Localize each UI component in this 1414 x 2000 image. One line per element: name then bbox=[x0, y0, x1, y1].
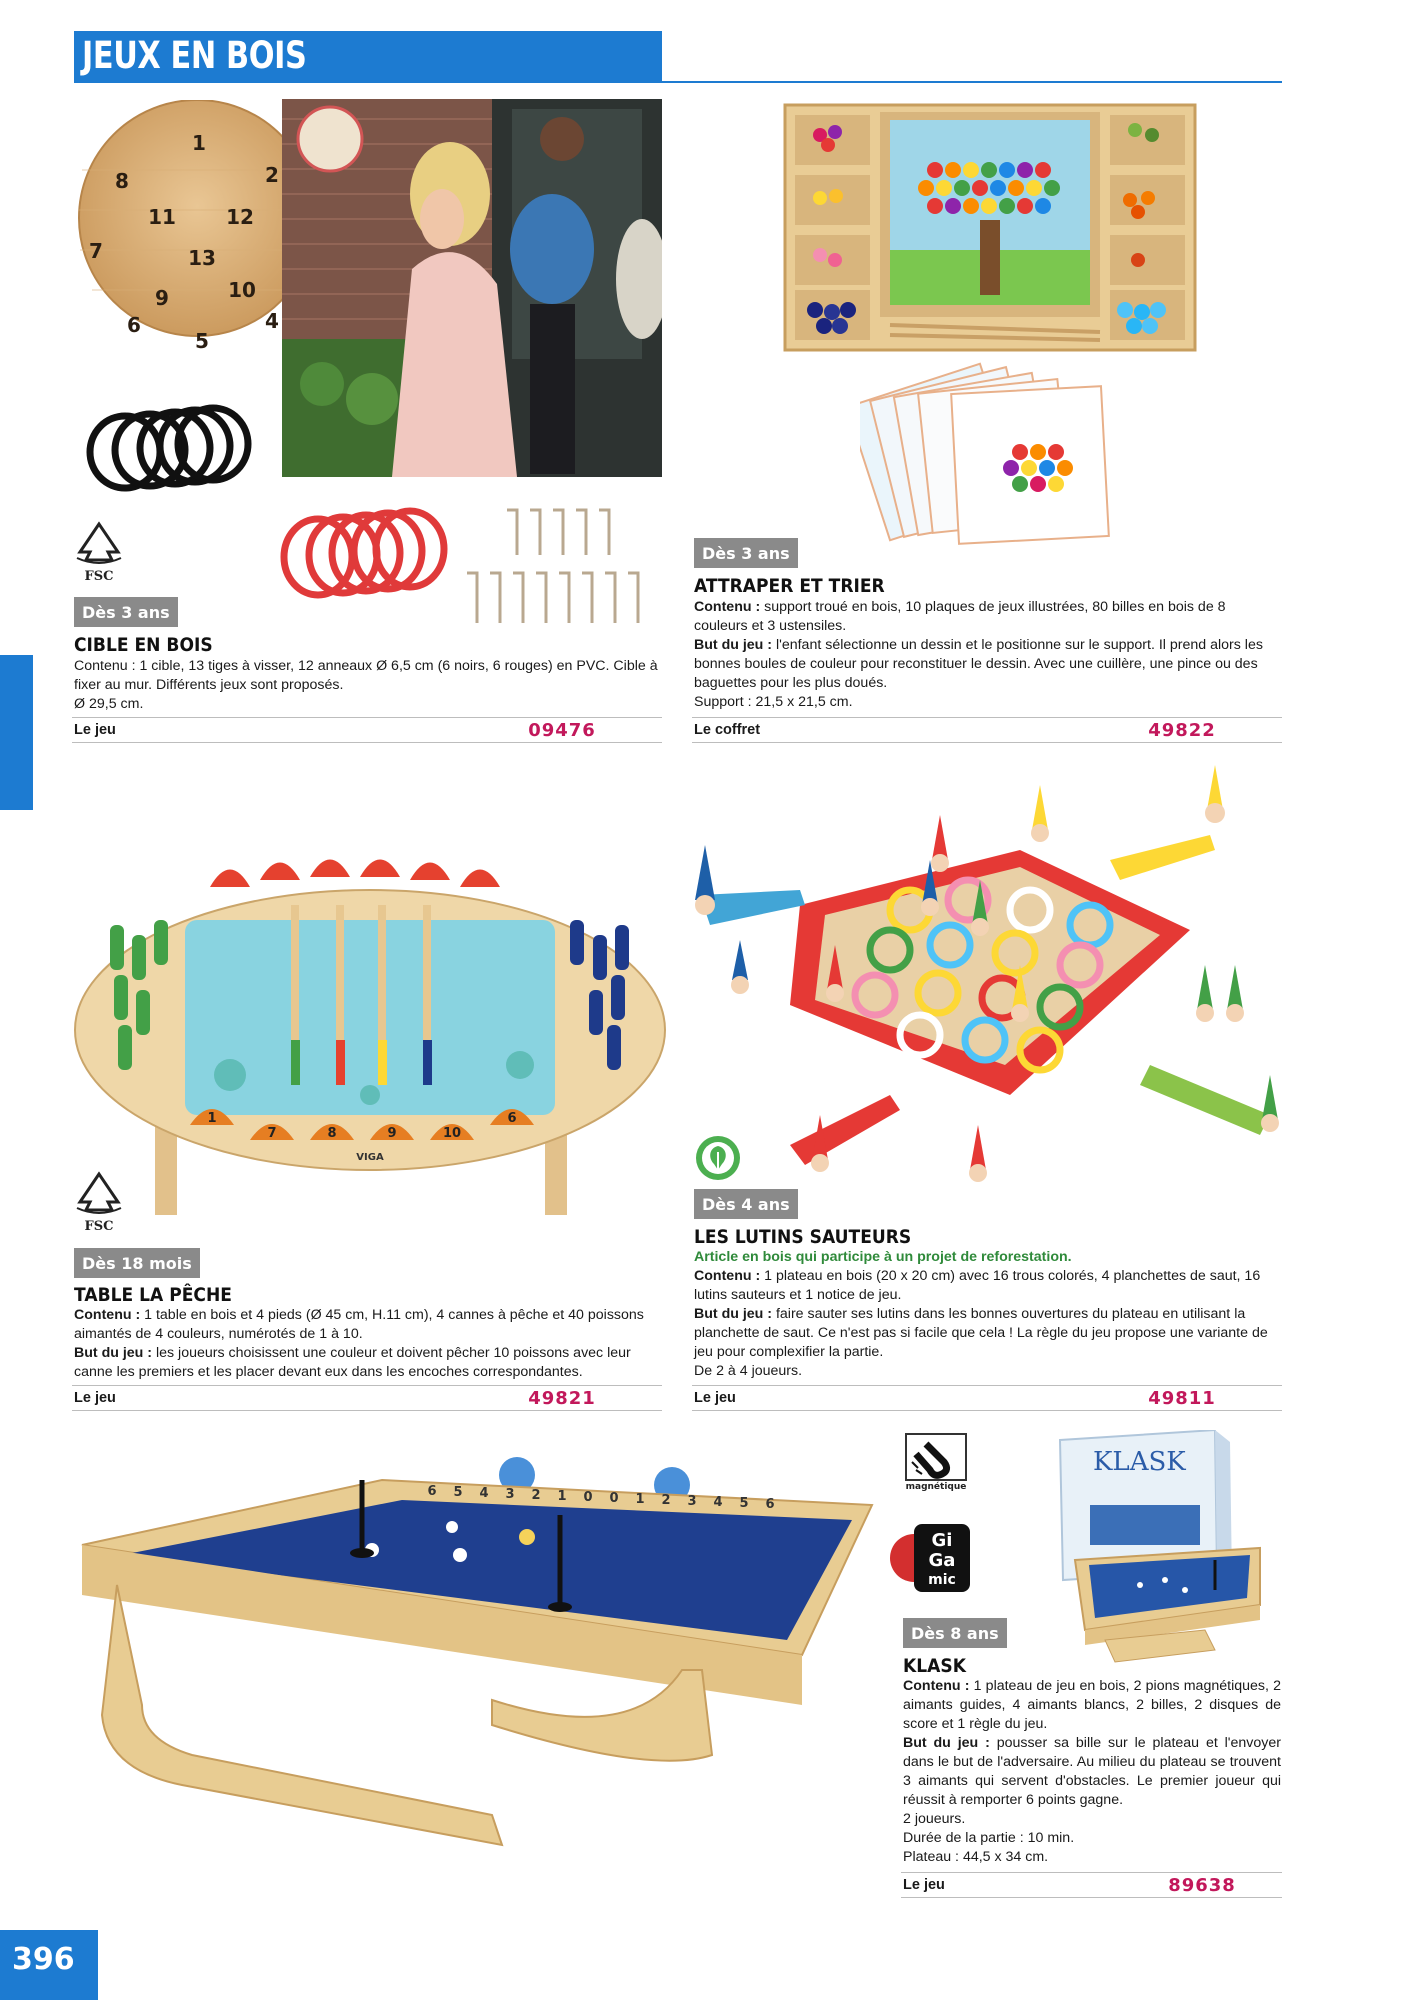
product-size: Support : 21,5 x 21,5 cm. bbox=[694, 694, 853, 710]
target-number: 4 bbox=[265, 309, 279, 333]
target-number: 8 bbox=[115, 169, 129, 193]
target-number: 9 bbox=[155, 286, 169, 310]
target-number: 13 bbox=[188, 246, 216, 270]
product-contents bbox=[694, 1267, 1282, 1305]
cible-kids-photo bbox=[282, 99, 662, 477]
product-description bbox=[694, 598, 1282, 712]
fish-number: 8 bbox=[327, 1126, 337, 1141]
contents-label: Contenu : bbox=[74, 1307, 141, 1323]
goal-text: pousser sa bille sur le plateau et l'envoyer dans le but de l'adversaire. Au milieu du plateau se trouvent 3 aimants qui servent d'obstacles. Le premier joueur qui réussit à remporter 6 points gagne. bbox=[903, 1735, 1281, 1808]
score-number: 2 bbox=[661, 1493, 671, 1508]
eco-note: Article en bois qui participe à un projet de reforestation. bbox=[694, 1249, 1072, 1265]
target-number: 12 bbox=[226, 205, 254, 229]
contents-label: Contenu : bbox=[694, 1268, 761, 1284]
fish-number: 10 bbox=[442, 1126, 462, 1141]
fish-number: 1 bbox=[207, 1111, 217, 1126]
price-row bbox=[692, 717, 1282, 743]
contents-text: support troué en bois, 10 plaques de jeux illustrées, 80 billes en bois de 8 couleurs et 3 ustensiles. bbox=[694, 599, 1226, 634]
product-title: CIBLE EN BOIS bbox=[74, 634, 213, 656]
age-badge: Dès 8 ans bbox=[903, 1618, 1007, 1648]
header-rule bbox=[662, 81, 1282, 83]
price-unit-label: Le jeu bbox=[694, 1390, 736, 1406]
red-rings-image bbox=[278, 505, 453, 605]
target-number: 5 bbox=[195, 329, 209, 353]
price-unit-label: Le jeu bbox=[74, 722, 116, 738]
score-number: 2 bbox=[531, 1488, 541, 1503]
fish-number: 7 bbox=[267, 1126, 277, 1141]
price-unit-label: Le jeu bbox=[74, 1390, 116, 1406]
fsc-logo-icon bbox=[72, 520, 126, 584]
target-number: 11 bbox=[148, 205, 176, 229]
score-number: 6 bbox=[765, 1497, 775, 1512]
box-label: KLASK bbox=[1093, 1447, 1186, 1477]
product-code: 49821 bbox=[528, 1387, 596, 1409]
contents-text: 1 plateau en bois (20 x 20 cm) avec 16 trous colorés, 4 planchettes de saut, 16 lutins sauteurs et 1 notice de jeu. bbox=[694, 1268, 1261, 1303]
age-badge: Dès 18 mois bbox=[74, 1248, 200, 1278]
klask-table-image bbox=[72, 1455, 882, 1875]
score-number: 0 bbox=[609, 1491, 619, 1506]
price-row bbox=[72, 1385, 662, 1411]
age-badge: Dès 3 ans bbox=[74, 597, 178, 627]
product-size: Ø 29,5 cm. bbox=[74, 696, 144, 712]
player-count: De 2 à 4 joueurs. bbox=[694, 1363, 803, 1379]
score-number: 1 bbox=[557, 1489, 567, 1504]
product-description bbox=[74, 1306, 662, 1382]
product-contents bbox=[694, 598, 1282, 636]
game-duration: Durée de la partie : 10 min. bbox=[903, 1830, 1075, 1846]
target-number: 6 bbox=[127, 313, 141, 337]
score-number: 4 bbox=[713, 1495, 723, 1510]
attraper-board-image bbox=[780, 100, 1200, 355]
product-description bbox=[694, 1248, 1282, 1381]
page-title: JEUX EN BOIS bbox=[82, 34, 307, 77]
gigamic-logo bbox=[884, 1518, 978, 1598]
product-goal bbox=[694, 636, 1282, 693]
goal-label: But du jeu : bbox=[903, 1735, 990, 1751]
price-row bbox=[901, 1872, 1282, 1898]
product-title: KLASK bbox=[903, 1655, 966, 1677]
score-number: 3 bbox=[505, 1487, 515, 1502]
target-number: 2 bbox=[265, 163, 279, 187]
goal-label: But du jeu : bbox=[74, 1345, 153, 1361]
age-badge: Dès 3 ans bbox=[694, 538, 798, 568]
logo-text: Ga bbox=[928, 1550, 956, 1571]
product-code: 09476 bbox=[528, 719, 596, 741]
logo-text: mic bbox=[928, 1572, 956, 1588]
contents-text: 1 plateau de jeu en bois, 2 pions magnétiques, 2 aimants guides, 4 aimants blancs, 2 billes, 2 disques de score et 1 règle du jeu. bbox=[903, 1678, 1281, 1732]
price-unit-label: Le coffret bbox=[694, 722, 761, 738]
fsc-label: FSC bbox=[84, 1219, 114, 1234]
fish-number: 6 bbox=[507, 1111, 517, 1126]
fsc-label: FSC bbox=[84, 569, 114, 584]
target-number: 10 bbox=[228, 278, 256, 302]
product-contents bbox=[74, 1306, 662, 1344]
product-contents bbox=[903, 1677, 1281, 1734]
product-goal bbox=[903, 1734, 1281, 1810]
side-tab bbox=[0, 655, 33, 810]
price-row bbox=[692, 1385, 1282, 1411]
product-goal bbox=[694, 1305, 1282, 1362]
page-number: 396 bbox=[0, 1930, 98, 2000]
product-code: 89638 bbox=[1168, 1874, 1236, 1896]
peche-table-image bbox=[70, 825, 670, 1225]
klask-box-image bbox=[1055, 1430, 1267, 1670]
contents-text: 1 table en bois et 4 pieds (Ø 45 cm, H.11 cm), 4 cannes à pêche et 40 poissons aimantés de 4 couleurs, numérotés de 1 à 10. bbox=[74, 1307, 644, 1342]
logo-text: Gi bbox=[931, 1530, 953, 1551]
product-code: 49822 bbox=[1148, 719, 1216, 741]
score-number: 4 bbox=[479, 1486, 489, 1501]
target-number: 1 bbox=[192, 131, 206, 155]
screw-pegs-image bbox=[462, 505, 662, 630]
fish-number: 9 bbox=[387, 1126, 397, 1141]
magnet-icon bbox=[904, 1432, 968, 1500]
contents-label: Contenu : bbox=[694, 599, 761, 615]
score-number: 3 bbox=[687, 1494, 697, 1509]
product-code: 49811 bbox=[1148, 1387, 1216, 1409]
score-number: 6 bbox=[427, 1484, 437, 1499]
black-rings-image bbox=[80, 400, 260, 500]
reforestation-leaf-icon bbox=[694, 1134, 742, 1182]
fsc-logo-icon bbox=[72, 1170, 126, 1234]
board-size: Plateau : 44,5 x 34 cm. bbox=[903, 1849, 1049, 1865]
score-number: 1 bbox=[635, 1492, 645, 1507]
product-goal bbox=[74, 1344, 662, 1382]
target-number: 7 bbox=[89, 239, 103, 263]
price-unit-label: Le jeu bbox=[903, 1877, 945, 1893]
score-number: 5 bbox=[453, 1485, 463, 1500]
score-number: 5 bbox=[739, 1496, 749, 1511]
age-badge: Dès 4 ans bbox=[694, 1189, 798, 1219]
product-title: TABLE LA PÊCHE bbox=[74, 1284, 232, 1306]
attraper-cards-image bbox=[860, 362, 1145, 562]
goal-text: faire sauter ses lutins dans les bonnes ouvertures du plateau en utilisant la planchette de saut. Ce n'est pas si facile que cela ! La règle du jeu propose une variante de jeu pour complexifier la partie. bbox=[694, 1306, 1268, 1360]
goal-text: l'enfant sélectionne un dessin et le positionne sur le support. Il prend alors les bonnes boules de couleur pour reconstituer le dessin. Avec une cuillère, une pince ou des baguettes pour les plus doués. bbox=[694, 637, 1263, 691]
score-number: 0 bbox=[583, 1490, 593, 1505]
goal-label: But du jeu : bbox=[694, 1306, 773, 1322]
goal-text: les joueurs choisissent une couleur et doivent pêcher 10 poissons avec leur canne les premiers et les placer devant eux dans les encoches correspondantes. bbox=[74, 1345, 631, 1380]
product-contents: Contenu : 1 cible, 13 tiges à visser, 12 anneaux Ø 6,5 cm (6 noirs, 6 rouges) en PVC. Cible à fixer au mur. Différents jeux sont proposés. bbox=[74, 658, 658, 693]
product-title: LES LUTINS SAUTEURS bbox=[694, 1226, 912, 1248]
player-count: 2 joueurs. bbox=[903, 1811, 966, 1827]
product-description bbox=[903, 1677, 1281, 1867]
brand-mark: VIGA bbox=[356, 1152, 384, 1163]
magnet-label: magnétique bbox=[905, 1482, 967, 1492]
product-title: ATTRAPER ET TRIER bbox=[694, 575, 885, 597]
product-description bbox=[74, 657, 664, 714]
goal-label: But du jeu : bbox=[694, 637, 773, 653]
contents-label: Contenu : bbox=[903, 1678, 970, 1694]
price-row bbox=[72, 717, 662, 743]
lutins-game-image bbox=[690, 765, 1290, 1210]
